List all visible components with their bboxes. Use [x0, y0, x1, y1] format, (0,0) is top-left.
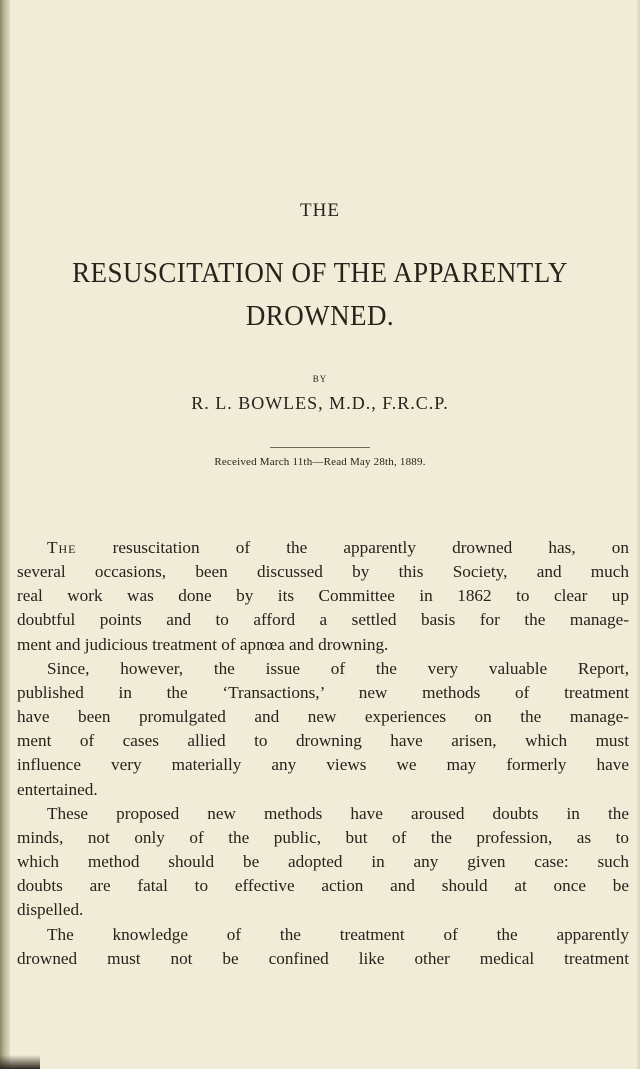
received-date: Received March 11th—Read May 28th, 1889. [214, 456, 426, 468]
title-line-1: RESUSCITATION OF THE APPARENTLY [72, 257, 568, 289]
body-line: minds, not only of the public, but of the profession, as to [17, 827, 629, 847]
body-line: doubts are fatal to effective action and should at once be [17, 876, 629, 896]
body-line: doubtful points and to afford a settled basis for the manage- [17, 610, 629, 630]
author-name: R. L. BOWLES, M.D., F.R.C.P. [191, 393, 449, 413]
body-line: Since, however, the issue of the very valuable Report, [47, 658, 629, 678]
body-line: have been promulgated and new experiences on the manage- [17, 707, 629, 727]
body-line: entertained. [17, 779, 98, 799]
body-line: The resuscitation of the apparently drowned has, on [47, 538, 629, 557]
book-spine-shadow [0, 0, 10, 1069]
body-line: These proposed new methods have aroused doubts in the [47, 803, 629, 823]
body-line: ment and judicious treatment of apnœa and drowning. [17, 634, 389, 654]
body-line: published in the ‘Transactions,’ new methods of treatment [17, 682, 629, 702]
title-line-2: DROWNED. [245, 300, 395, 332]
body-line: which method should be adopted in any given case: such [17, 852, 629, 872]
spine-bottom-shadow [0, 1055, 40, 1069]
body-line: ment of cases allied to drowning have arisen, which must [17, 731, 629, 751]
body-line: real work was done by its Committee in 1862 to clear up [17, 586, 629, 606]
divider-rule [270, 447, 370, 448]
body-line: dispelled. [17, 900, 84, 920]
body-line: influence very materially any views we may formerly have [17, 755, 629, 775]
body-text [17, 536, 629, 971]
opening-word: The [47, 538, 77, 557]
body-line: drowned must not be confined like other medical treatment [17, 948, 629, 968]
body-line: The knowledge of the treatment of the apparently [47, 924, 629, 944]
page-right-edge [636, 0, 640, 1069]
heading-the: THE [300, 200, 340, 221]
body-line: several occasions, been discussed by this Society, and much [17, 562, 629, 582]
byline-label: BY [312, 374, 328, 384]
